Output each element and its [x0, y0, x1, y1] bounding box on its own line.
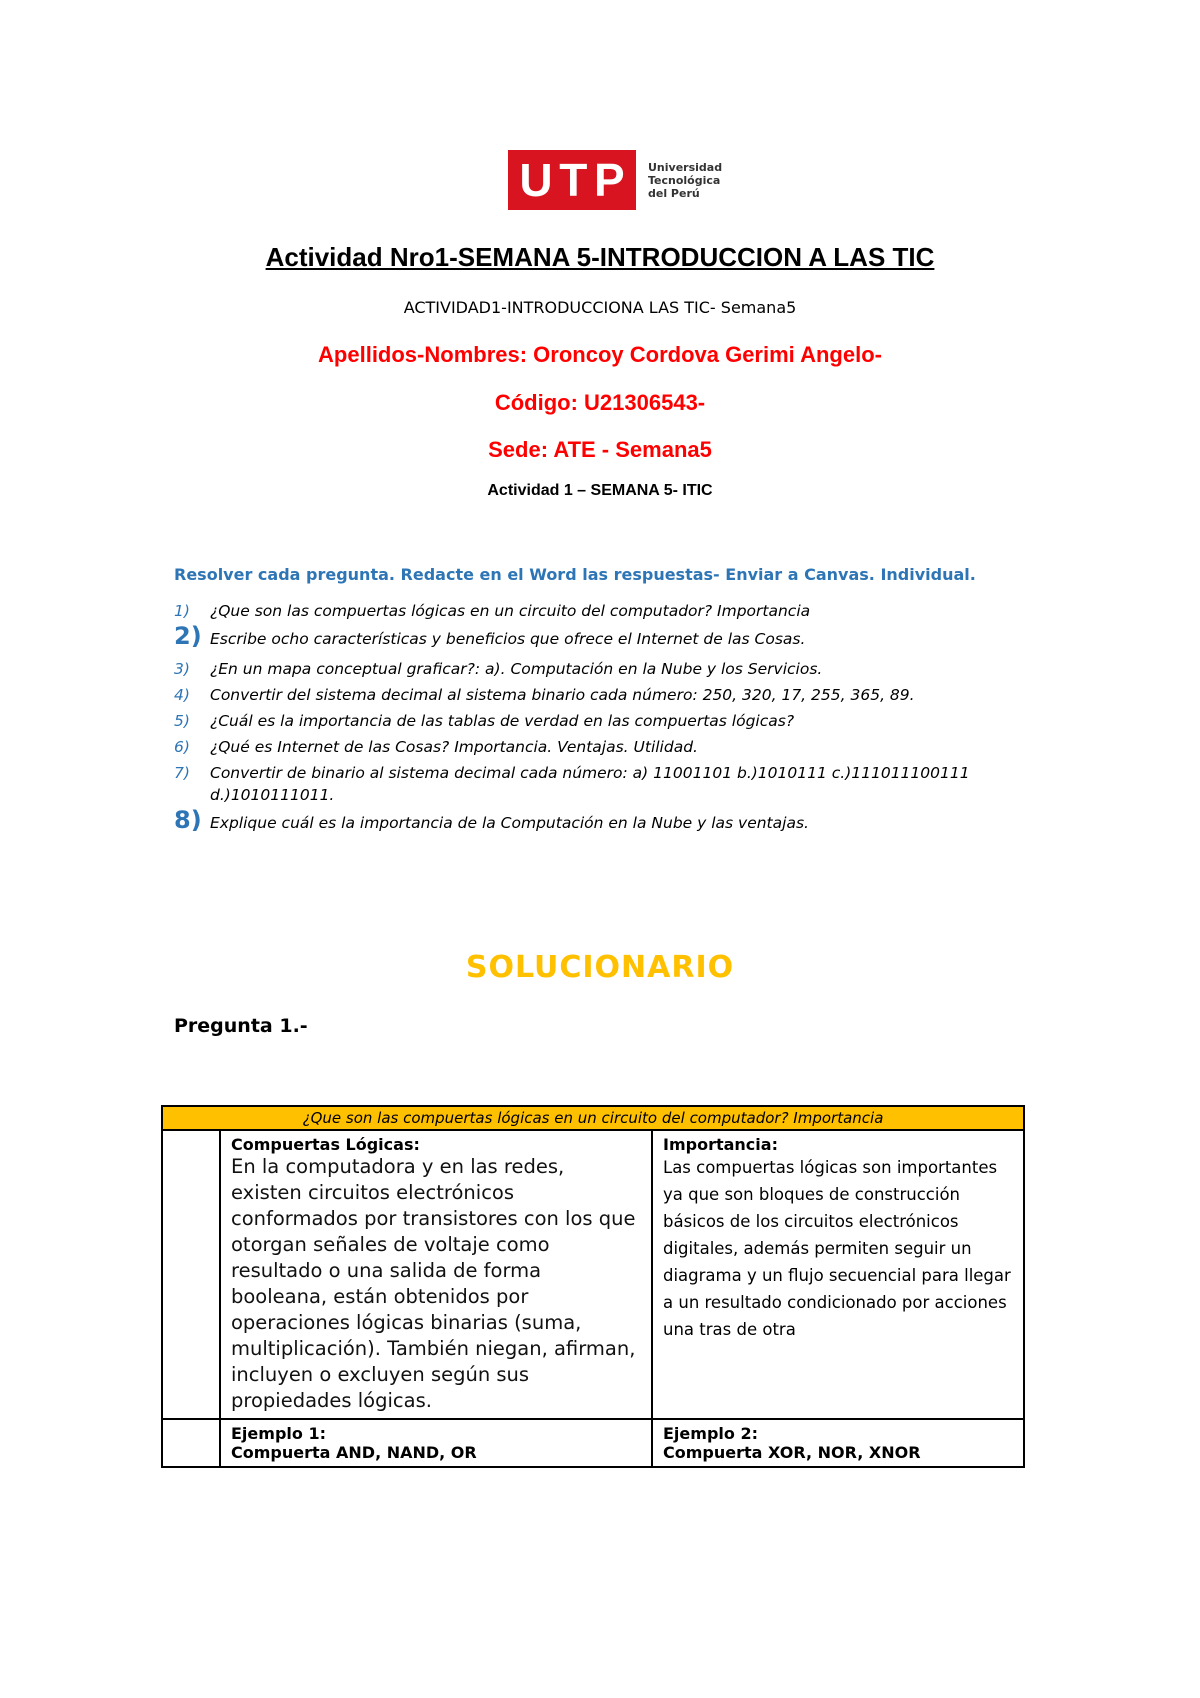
question-item: [174, 806, 1034, 834]
logo-letter-t: T: [559, 154, 588, 206]
table-header-cell: ¿Que son las compuertas lógicas en un circuito del computador? Importancia: [162, 1106, 1024, 1130]
logo-letter-u: U: [519, 154, 553, 206]
question-item: [174, 600, 1034, 622]
question-number: 2): [174, 622, 202, 650]
question-text: ¿En un mapa conceptual graficar?: a). Computación en la Nube y los Servicios.: [210, 660, 823, 678]
utp-logo: [508, 150, 722, 210]
table-empty-cell: [162, 1419, 220, 1467]
question-item: [174, 762, 1034, 806]
cell-body: Compuerta XOR, NOR, XNOR: [663, 1443, 921, 1462]
solucionario-heading: SOLUCIONARIO: [465, 950, 735, 985]
logo-letter-p: P: [593, 154, 625, 206]
instructions-text: Resolver cada pregunta. Redacte en el Word las respuestas- Enviar a Canvas. Individual.: [174, 565, 976, 584]
question-text: Convertir del sistema decimal al sistema binario cada número: 250, 320, 17, 255, 365, 89.: [210, 686, 915, 704]
cell-body: Las compuertas lógicas son importantes ya que son bloques de construcción básicos de los circuitos electrónicos digitales, además permiten seguir un diagrama y un flujo secuencial para llegar a un resultado condicionado por acciones una tras de otra: [663, 1158, 1011, 1339]
question-number: 5): [174, 712, 190, 730]
document-title: Actividad Nro1-SEMANA 5-INTRODUCCION A LAS TIC: [265, 242, 935, 272]
cell-title: Ejemplo 1:: [231, 1424, 326, 1443]
question-item: [174, 736, 1034, 758]
question-number: 1): [174, 602, 190, 620]
question-number: 3): [174, 660, 190, 678]
table-row: [162, 1419, 1024, 1467]
table-row: [162, 1130, 1024, 1419]
answer-table: [161, 1105, 1025, 1468]
question-item: [174, 710, 1034, 732]
question-item: [174, 684, 1034, 706]
logo-text-line: del Perú: [648, 186, 700, 200]
cell-title: Ejemplo 2:: [663, 1424, 758, 1443]
question-text: ¿Cuál es la importancia de las tablas de verdad en las compuertas lógicas?: [210, 712, 795, 730]
student-names: Apellidos-Nombres: Oroncoy Cordova Gerimi Angelo-: [318, 342, 882, 367]
question-number: 4): [174, 686, 190, 704]
question-text: Explique cuál es la importancia de la Computación en la Nube y las ventajas.: [210, 814, 809, 832]
cell-title: Compuertas Lógicas:: [231, 1135, 420, 1154]
logo-text-line: Universidad: [648, 160, 723, 174]
question-number: 7): [174, 764, 190, 782]
pregunta-label: Pregunta 1.-: [174, 1015, 308, 1037]
table-cell-ejemplo-1: [220, 1419, 652, 1467]
table-empty-cell: [162, 1130, 220, 1419]
question-text: Escribe ocho características y beneficios que ofrece el Internet de las Cosas.: [210, 630, 806, 648]
question-item: [174, 658, 1034, 680]
table-header-row: [162, 1106, 1024, 1130]
question-text: ¿Qué es Internet de las Cosas? Importancia. Ventajas. Utilidad.: [210, 738, 698, 756]
utp-logo-mark: [508, 150, 636, 210]
cell-title: Importancia:: [663, 1135, 778, 1154]
document-subtitle: ACTIVIDAD1-INTRODUCCIONA LAS TIC- Semana5: [403, 298, 797, 317]
table-cell-ejemplo-2: [652, 1419, 1024, 1467]
student-code: Código: U21306543-: [494, 390, 706, 415]
logo-university-name: [648, 161, 722, 200]
question-text: Convertir de binario al sistema decimal cada número: a) 11001101 b.)1010111 c.)111011100111 d.)1010111011.: [210, 764, 970, 804]
question-number: 6): [174, 738, 190, 756]
question-item: [174, 622, 1034, 650]
student-sede: Sede: ATE - Semana5: [488, 437, 712, 462]
question-number: 8): [174, 806, 202, 834]
activity-label: Actividad 1 – SEMANA 5- ITIC: [487, 482, 713, 499]
table-cell-importancia: [652, 1130, 1024, 1419]
question-text: ¿Que son las compuertas lógicas en un circuito del computador? Importancia: [210, 602, 811, 620]
logo-text-line: Tecnológica: [648, 173, 721, 187]
cell-body: En la computadora y en las redes, existen circuitos electrónicos conformados por transistores con los que otorgan señales de voltaje como resultado o una salida de forma booleana, están obtenidos por operaciones lógicas binarias (suma, multiplicación). También niegan, afirman, incluyen o excluyen según sus propiedades lógicas.: [231, 1155, 636, 1412]
cell-body: Compuerta AND, NAND, OR: [231, 1443, 477, 1462]
question-list: [174, 600, 1034, 842]
table-cell-compuertas: [220, 1130, 652, 1419]
